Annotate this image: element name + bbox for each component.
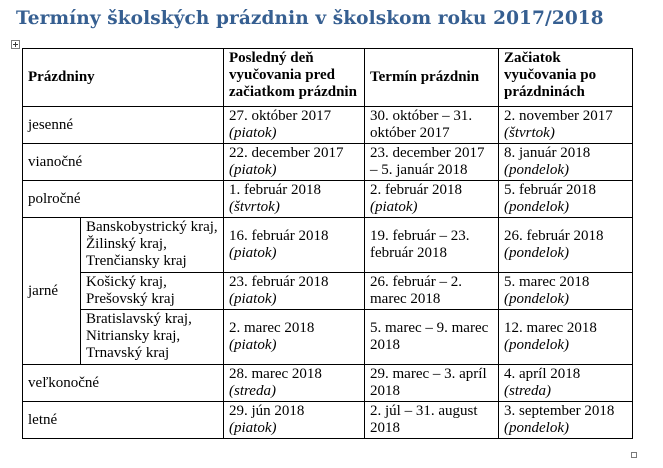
- start-date: 3. september 2018: [504, 403, 615, 419]
- header-last-day: Posledný deň vyučovania pred začiatkom prázdnin: [224, 49, 365, 107]
- holiday-name-spring: jarné: [23, 218, 81, 365]
- last-day-cell: [224, 107, 365, 144]
- start-weekday: (pondelok): [504, 291, 569, 307]
- last-day-weekday: (piatok): [229, 125, 277, 141]
- last-day-cell: [224, 181, 365, 218]
- last-day-weekday: (piatok): [229, 420, 277, 436]
- table-row: [23, 144, 633, 181]
- start-cell: [499, 181, 633, 218]
- last-day-weekday: (piatok): [229, 291, 277, 307]
- start-weekday: (štvrtok): [504, 125, 555, 141]
- holiday-name: vianočné: [23, 144, 224, 181]
- last-day-date: 23. február 2018: [229, 274, 329, 290]
- start-cell: [499, 365, 633, 402]
- start-cell: [499, 218, 633, 273]
- table-resize-handle-icon[interactable]: [631, 452, 637, 458]
- start-weekday: (pondelok): [504, 162, 569, 178]
- last-day-cell: [224, 273, 365, 310]
- start-weekday: (pondelok): [504, 199, 569, 215]
- start-cell: [499, 107, 633, 144]
- last-day-cell: [224, 402, 365, 439]
- last-day-date: 2. marec 2018: [229, 320, 315, 336]
- term-cell: 26. február – 2. marec 2018: [365, 273, 499, 310]
- term-weekday: (piatok): [370, 199, 418, 215]
- start-date: 8. január 2018: [504, 145, 591, 161]
- region-cell: Banskobystrický kraj, Žilinský kraj, Trenčiansky kraj: [81, 218, 224, 273]
- table-row: [23, 402, 633, 439]
- start-date: 2. november 2017: [504, 108, 613, 124]
- last-day-weekday: (piatok): [229, 245, 277, 261]
- last-day-weekday: (piatok): [229, 162, 277, 178]
- start-date: 12. marec 2018: [504, 320, 597, 336]
- table-row: [23, 310, 633, 365]
- holiday-name: polročné: [23, 181, 224, 218]
- start-cell: [499, 273, 633, 310]
- term-cell: 5. marec – 9. marec 2018: [365, 310, 499, 365]
- last-day-weekday: (piatok): [229, 337, 277, 353]
- table-header-row: [23, 49, 633, 107]
- start-date: 4. apríl 2018: [504, 366, 581, 382]
- last-day-date: 22. december 2017: [229, 145, 344, 161]
- start-cell: [499, 144, 633, 181]
- last-day-date: 1. február 2018: [229, 182, 322, 198]
- table-row: [23, 218, 633, 273]
- last-day-weekday: (streda): [229, 383, 276, 399]
- term-cell: 23. december 2017 – 5. január 2018: [365, 144, 499, 181]
- term-cell: 29. marec – 3. apríl 2018: [365, 365, 499, 402]
- header-holiday: Prázdniny: [23, 49, 224, 107]
- start-weekday: (pondelok): [504, 245, 569, 261]
- table-row: [23, 365, 633, 402]
- start-weekday: (pondelok): [504, 420, 569, 436]
- header-term: Termín prázdnin: [365, 49, 499, 107]
- last-day-weekday: (štvrtok): [229, 199, 280, 215]
- start-cell: [499, 402, 633, 439]
- table-move-handle-icon[interactable]: [11, 40, 20, 49]
- last-day-date: 28. marec 2018: [229, 366, 322, 382]
- term-cell: 2. júl – 31. august 2018: [365, 402, 499, 439]
- start-weekday: (pondelok): [504, 337, 569, 353]
- start-date: 5. marec 2018: [504, 274, 590, 290]
- table-row: [23, 107, 633, 144]
- last-day-cell: [224, 365, 365, 402]
- start-weekday: (streda): [504, 383, 551, 399]
- region-cell: Košický kraj, Prešovský kraj: [81, 273, 224, 310]
- holiday-name: jesenné: [23, 107, 224, 144]
- term-date: 2. február 2018: [370, 182, 463, 198]
- last-day-cell: [224, 144, 365, 181]
- document-title: Termíny školských prázdnin v školskom roku 2017/2018: [16, 8, 604, 29]
- start-date: 5. február 2018: [504, 182, 597, 198]
- table-row: [23, 181, 633, 218]
- holiday-name: veľkonočné: [23, 365, 224, 402]
- term-cell: [365, 181, 499, 218]
- table-row: [23, 273, 633, 310]
- term-cell: 30. október – 31. október 2017: [365, 107, 499, 144]
- holiday-name: letné: [23, 402, 224, 439]
- last-day-date: 16. február 2018: [229, 228, 329, 244]
- last-day-date: 29. jún 2018: [229, 403, 305, 419]
- holidays-table: [22, 48, 633, 439]
- last-day-cell: [224, 218, 365, 273]
- start-cell: [499, 310, 633, 365]
- last-day-date: 27. október 2017: [229, 108, 332, 124]
- term-cell: 19. február – 23. február 2018: [365, 218, 499, 273]
- start-date: 26. február 2018: [504, 228, 604, 244]
- region-cell: Bratislavský kraj, Nitriansky kraj, Trnavský kraj: [81, 310, 224, 365]
- last-day-cell: [224, 310, 365, 365]
- header-start: Začiatok vyučovania po prázdninách: [499, 49, 633, 107]
